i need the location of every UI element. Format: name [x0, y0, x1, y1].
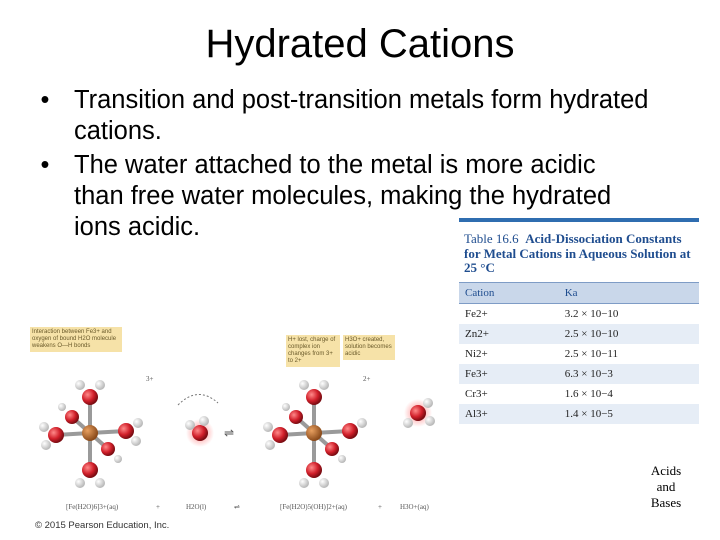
table-row: [459, 384, 699, 404]
section-label-line: and: [656, 479, 676, 494]
ka-cell: 1.4 × 10−5: [535, 404, 699, 424]
ka-cell: 6.3 × 10−3: [535, 364, 699, 384]
figure-note: H3O+ created, solution becomes acidic: [343, 335, 395, 360]
cation-cell: Fe2+: [465, 307, 488, 320]
equation-plus: +: [156, 503, 160, 511]
table-row: [459, 404, 699, 424]
bullet-glyph: •: [40, 151, 50, 179]
bullet-text: The water attached to the metal is more acidic than free water molecules, making the hydrated ions acidic.: [74, 151, 612, 241]
bullet-glyph: •: [40, 86, 50, 114]
hydrated-iron-figure: [28, 325, 458, 520]
charge-label: 3+: [146, 375, 154, 383]
table-number: Table 16.6: [464, 231, 519, 246]
acid-dissociation-table: [459, 218, 699, 444]
equation-arrow: ⇌: [234, 503, 240, 511]
table-row: [459, 303, 699, 324]
equation-term: [Fe(H2O)6]3+(aq): [66, 503, 119, 511]
water-molecule: [178, 394, 218, 447]
table-caption: Acid-Dissociation Constants for Metal Cations in Aqueous Solution at 25 °C: [464, 231, 691, 275]
table-row: [459, 344, 699, 364]
bullet-item: [30, 85, 670, 147]
ka-cell: 3.2 × 10−10: [564, 307, 619, 320]
copyright-notice: © 2015 Pearson Education, Inc.: [35, 520, 170, 531]
table-row: [459, 364, 699, 384]
cation-cell: Al3+: [459, 404, 535, 424]
slide-title: Hydrated Cations: [205, 22, 515, 66]
equation-term: H3O+(aq): [400, 503, 429, 511]
cation-cell: Ni2+: [465, 347, 488, 360]
cation-cell: Fe3+: [459, 364, 535, 384]
cation-cell: Cr3+: [465, 387, 488, 400]
equilibrium-arrow: ⇌: [224, 426, 235, 440]
equation-term: H2O(l): [186, 503, 207, 511]
hydronium-ion: [403, 398, 435, 428]
fe-h2o6-complex: [39, 380, 143, 488]
equation-term: [Fe(H2O)5(OH)]2+(aq): [280, 503, 347, 511]
charge-label: 2+: [363, 375, 371, 383]
figure-note: Interaction between Fe3+ and oxygen of bound H2O molecule weakens O—H bonds: [30, 327, 122, 352]
bullet-text: Transition and post-transition metals form hydrated cations.: [74, 86, 649, 145]
data-table: [459, 282, 699, 424]
ka-cell: 2.5 × 10−10: [535, 324, 699, 344]
section-label-line: Bases: [650, 495, 682, 510]
fe-h2o5-oh-complex: [263, 380, 367, 488]
table-title: [459, 222, 699, 282]
equation-plus: +: [378, 503, 382, 511]
ka-cell: 2.5 × 10−11: [564, 347, 618, 360]
section-label: [644, 463, 688, 511]
molecule-illustration: [28, 325, 458, 500]
ka-cell: 1.6 × 10−4: [564, 387, 613, 400]
figure-note: H+ lost, charge of complex ion changes from 3+ to 2+: [286, 335, 340, 367]
section-label-line: Acids: [650, 463, 682, 478]
column-header-ka: Ka: [535, 282, 699, 303]
table-header-row: [459, 282, 699, 303]
table-row: [459, 324, 699, 344]
column-header-cation: Cation: [459, 282, 535, 303]
cation-cell: Zn2+: [459, 324, 535, 344]
